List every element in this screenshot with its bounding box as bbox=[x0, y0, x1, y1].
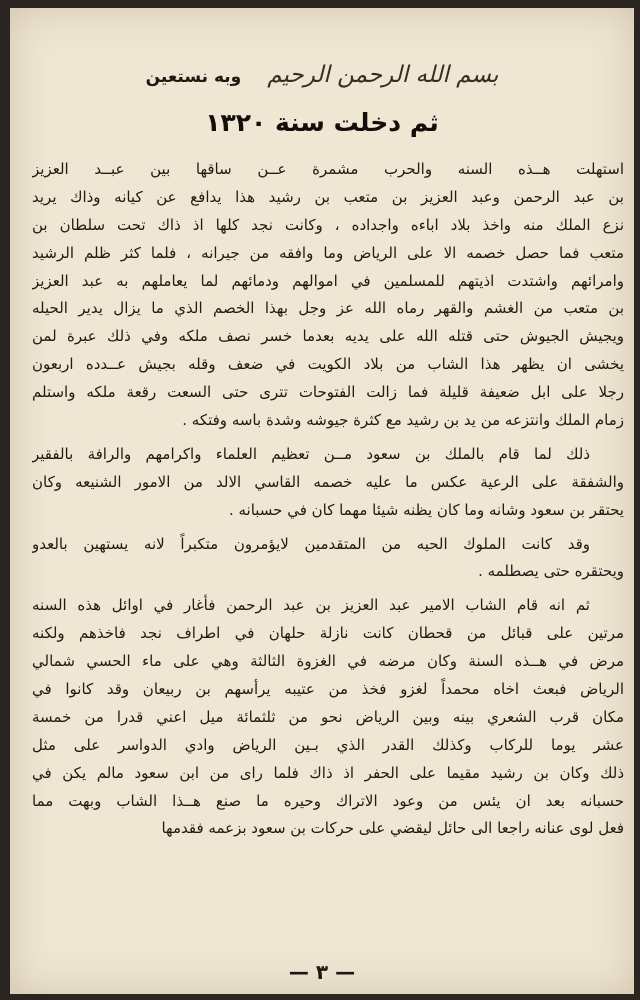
text-line: رجلا على ابل ضعيفة قليلة فما زالت الفتوحات تترى حتى السعت رقعة ملكه واستلم bbox=[32, 383, 624, 402]
text-line: ثم انه قام الشاب الامير عبد العزيز بن عبد الرحمن فأغار في اوائل هذه السنه bbox=[32, 596, 590, 615]
text-line: ذلك لما قام بالملك بن سعود مــن تعظيم العلماء واكرامهم والرافة بالفقير bbox=[32, 444, 590, 463]
text-line: ذلك وكان بن رشيد مقيما على الحفر اذ ذاك فلما راى من ابن سعود مالم يكن في bbox=[32, 763, 624, 782]
page-body bbox=[32, 156, 624, 843]
section-title: ثم دخلت سنة ١٣٢٠ bbox=[205, 108, 439, 137]
text-line: وقد كانت الملوك الحيه من المتقدمين لايؤمرون متكبراً لانه يستهين بالعدو bbox=[32, 534, 590, 553]
text-line: عشر يوما للركاب وكذلك القدر الذي بـين الرياض وادي الدواسر على مثل bbox=[32, 735, 624, 754]
text-line: مرتين على قبائل من قحطان كانت نازلة حلهان في اطراف نجد فاخذهم ولكنه bbox=[32, 624, 624, 643]
text-line: والشفقة على الرعية عكس ما عليه خصمه القاسي الالد من الامور الشنيعه وكان bbox=[32, 472, 624, 491]
basmala-calligraphy: بسم الله الرحمن الرحيم bbox=[267, 62, 499, 88]
text-line: بن متعب من الغشم والقهر رماه الله عز وجل بهذا الخصم الذي ما يزال يدير الحيله bbox=[32, 299, 624, 318]
book-page bbox=[10, 8, 634, 994]
text-line: مكان قرب الشعري بينه وبين الرياض نحو من ثلثمائة ميل اعني قدرا من خمسة bbox=[32, 707, 624, 726]
text-line: استهلت هــذه السنه والحرب مشمرة عــن ساقها بين عبــد العزيز bbox=[32, 160, 624, 178]
text-line: زمام الملك وانتزعه من يد بن رشيد مع كثرة جيوشه وشدة باسه وفتكه . bbox=[182, 411, 624, 430]
text-line: نزع الملك منه واخذ بلاد اباءه واجداده ، وكانت نجد كلها اذ ذاك تحت سلطان بن bbox=[32, 215, 624, 234]
text-line: ويحتقره حتى يصطلمه . bbox=[478, 562, 624, 581]
page-header bbox=[10, 62, 634, 98]
text-line: بن عبد الرحمن وعبد العزيز بن متعب بن رشيد هذا يدافع عن كيانه وذاك يريد bbox=[32, 187, 624, 206]
page-number: — ٣ — bbox=[288, 960, 356, 984]
text-line: حسبانه بعد ان يئس من وعود الاتراك وحيره ما صنع هــذا الشاب وبهت مما bbox=[32, 791, 624, 810]
text-line: ويجيش الجيوش حتى قتله الله على يديه بعدما خسر نصف ملكه وفي ذلك عبرة لمن bbox=[32, 327, 624, 346]
text-line: مرض في هــذه السنة وكان مرضه في الغزوة الثالثة وهي على ماء الحسي شمالي bbox=[32, 652, 624, 671]
text-line: متعب فما حصل خصمه الا على الرياض وما وافقه من جيرانه ، فلما كثر ظلم الرشيد bbox=[32, 243, 624, 262]
text-line: فعل لوى عنانه راجعا الى حائل ليقضي على حركات بن سعود بزعمه فقدمها bbox=[161, 819, 624, 838]
text-line: الرياض فبعث اخاه محمداً لغزو فخذ من عتيبه يرأسهم بن ربيعان وقد كانوا في bbox=[32, 680, 624, 699]
text-line: يخشى ان يظهر هذا الشاب من بلاد الكويت في ضعف وقله بجيش عــدده اربعون bbox=[32, 355, 624, 374]
text-line: يحتقر بن سعود وشانه وما كان يظنه شيئا مهما كان في حسبانه . bbox=[228, 500, 624, 519]
invocation-text: وبه نستعين bbox=[145, 67, 242, 87]
text-line: وامرائهم واشتدت اذيتهم للمسلمين في اموالهم ودمائهم لما يعاملهم به عبد العزيز bbox=[32, 271, 624, 290]
